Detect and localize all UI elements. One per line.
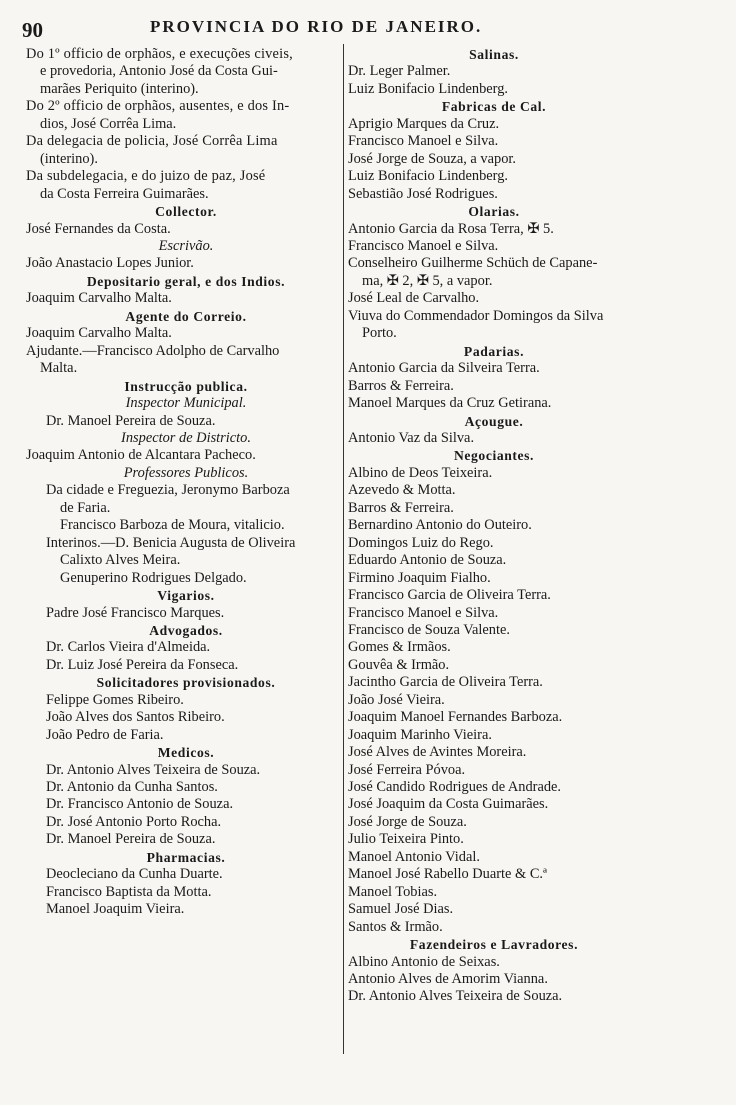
text-line: Joaquim Antonio de Alcantara Pacheco. — [26, 447, 256, 464]
text-line: Dr. Francisco Antonio de Souza. — [46, 796, 234, 813]
text-line: Joaquim Manoel Fernandes Barboza. — [348, 709, 563, 726]
text-line: Antonio Garcia da Rosa Terra, ✠ 5. — [348, 220, 554, 237]
text-line: Do 2º officio de orphãos, ausentes, e dos In- — [26, 98, 290, 115]
text-line: Dr. Manoel Pereira de Souza. — [46, 412, 216, 429]
text-line: José Candido Rodrigues de Andrade. — [348, 779, 562, 796]
text-line: José Fernandes da Costa. — [26, 220, 171, 237]
text-line: Azevedo & Motta. — [348, 482, 456, 499]
section-heading: Fabricas de Cal. — [441, 99, 547, 115]
text-line: e provedoria, Antonio José da Costa Gui- — [40, 63, 278, 80]
running-head: PROVINCIA DO RIO DE JANEIRO. — [150, 17, 483, 36]
text-line: Luiz Bonifacio Lindenberg. — [348, 168, 508, 185]
text-line: Malta. — [40, 360, 78, 377]
text-line: Domingos Luiz do Rego. — [348, 534, 494, 551]
text-line: Antonio Garcia da Silveira Terra. — [348, 360, 540, 377]
text-line: Antonio Alves de Amorim Vianna. — [348, 971, 548, 988]
section-heading: Advogados. — [149, 622, 223, 638]
text-line: Francisco Manoel e Silva. — [348, 237, 499, 254]
text-line: Interinos.—D. Benicia Augusta de Oliveira — [46, 534, 296, 551]
text-line: Do 1º officio de orphãos, e execuções civeis, — [26, 46, 293, 62]
text-line: Dr. Antonio Alves Teixeira de Souza. — [46, 761, 261, 778]
text-line: Antonio Vaz da Silva. — [348, 429, 475, 446]
text-line: Barros & Ferreira. — [348, 377, 454, 394]
text-line: marães Periquito (interino). — [40, 80, 199, 97]
text-line: Albino de Deos Teixeira. — [348, 464, 493, 481]
text-line: José Ferreira Póvoa. — [348, 761, 466, 778]
text-line: Eduardo Antonio de Souza. — [348, 552, 507, 569]
text-line: Da cidade e Freguezia, Jeronymo Barboza — [46, 482, 290, 499]
text-line: Bernardino Antonio do Outeiro. — [348, 517, 532, 534]
text-line: Dr. Antonio da Cunha Santos. — [46, 779, 218, 796]
section-heading: Olarias. — [468, 204, 520, 220]
text-line: Porto. — [362, 325, 397, 342]
text-line: Francisco de Souza Valente. — [348, 621, 510, 638]
text-line: Dr. Leger Palmer. — [348, 63, 451, 80]
text-line: Gouvêa & Irmão. — [348, 656, 450, 673]
text-line: Albino Antonio de Seixas. — [348, 953, 500, 970]
section-heading: Negociantes. — [453, 448, 535, 464]
sub-heading: Inspector Municipal. — [125, 395, 247, 412]
left-column — [26, 46, 346, 919]
text-line: Luiz Bonifacio Lindenberg. — [348, 80, 508, 97]
text-line: João Anastacio Lopes Junior. — [26, 255, 194, 272]
text-line: Dr. Manoel Pereira de Souza. — [46, 831, 216, 848]
page-number: 90 — [22, 18, 43, 42]
section-heading: Pharmacias. — [146, 849, 226, 865]
text-line: Padre José Francisco Marques. — [46, 604, 225, 621]
text-line: Da delegacia de policia, José Corrêa Lima — [26, 133, 278, 150]
text-line: Manoel José Rabello Duarte & C.ª — [348, 866, 548, 883]
text-line: José Jorge de Souza, a vapor. — [348, 150, 516, 167]
text-line: Da subdelegacia, e do juizo de paz, José — [26, 168, 266, 185]
section-heading: Fazendeiros e Lavradores. — [409, 937, 579, 953]
text-line: Santos & Irmão. — [348, 918, 443, 935]
text-line: Francisco Barboza de Moura, vitalicio. — [60, 517, 285, 534]
text-line: Calixto Alves Meira. — [60, 552, 181, 569]
text-line: João Alves dos Santos Ribeiro. — [46, 709, 225, 726]
text-line: Genuperino Rodrigues Delgado. — [60, 569, 247, 586]
text-line: da Costa Ferreira Guimarães. — [40, 185, 209, 202]
section-heading: Solicitadores provisionados. — [96, 675, 276, 691]
text-line: Ajudante.—Francisco Adolpho de Carvalho — [26, 342, 280, 359]
text-line: José Alves de Avintes Moreira. — [348, 744, 527, 761]
text-line: Dr. Luiz José Pereira da Fonseca. — [46, 656, 239, 673]
text-line: Aprigio Marques da Cruz. — [348, 115, 500, 132]
text-line: Joaquim Carvalho Malta. — [26, 325, 172, 342]
text-line: Viuva do Commendador Domingos da Silva — [348, 307, 604, 324]
text-line: José Jorge de Souza. — [348, 813, 467, 830]
text-line: Jacintho Garcia de Oliveira Terra. — [348, 674, 543, 691]
text-line: Joaquim Marinho Vieira. — [348, 726, 492, 743]
text-line: Francisco Garcia de Oliveira Terra. — [348, 587, 551, 604]
text-line: Manoel Marques da Cruz Getirana. — [348, 395, 552, 412]
text-line: José Joaquim da Costa Guimarães. — [348, 796, 549, 813]
right-column — [348, 46, 640, 1006]
section-heading: Medicos. — [157, 745, 215, 761]
text-line: Francisco Manoel e Silva. — [348, 604, 499, 621]
text-line: Dr. Antonio Alves Teixeira de Souza. — [348, 988, 563, 1005]
text-line: (interino). — [40, 150, 98, 167]
text-line: Deocleciano da Cunha Duarte. — [46, 866, 223, 883]
text-line: Joaquim Carvalho Malta. — [26, 290, 172, 307]
text-line: Barros & Ferreira. — [348, 499, 454, 516]
text-line: dios, José Corrêa Lima. — [40, 115, 177, 132]
section-heading: Agente do Correio. — [125, 308, 247, 324]
text-line: Francisco Manoel e Silva. — [348, 133, 499, 150]
text-line: Gomes & Irmãos. — [348, 639, 451, 656]
section-heading: Vigarios. — [157, 588, 215, 604]
text-line: Dr. Carlos Vieira d'Almeida. — [46, 639, 211, 656]
text-line: João José Vieira. — [348, 691, 445, 708]
section-heading: Collector. — [155, 204, 217, 220]
section-heading: Instrucção publica. — [124, 378, 248, 394]
text-line: Sebastião José Rodrigues. — [348, 185, 498, 202]
text-line: Julio Teixeira Pinto. — [348, 831, 464, 848]
text-line: Manoel Joaquim Vieira. — [46, 901, 185, 918]
section-heading: Salinas. — [469, 47, 519, 62]
text-line: Felippe Gomes Ribeiro. — [46, 691, 184, 708]
text-line: Conselheiro Guilherme Schüch de Capane- — [348, 255, 598, 272]
text-line: Dr. José Antonio Porto Rocha. — [46, 813, 222, 830]
section-heading: Depositario geral, e dos Indios. — [86, 273, 286, 289]
text-line: Samuel José Dias. — [348, 901, 454, 918]
text-line: Manoel Antonio Vidal. — [348, 848, 480, 865]
text-line: José Leal de Carvalho. — [348, 290, 480, 307]
section-heading: Padarias. — [463, 343, 525, 359]
section-heading: Açougue. — [464, 413, 524, 429]
sub-heading: Inspector de Districto. — [121, 429, 251, 446]
sub-heading: Professores Publicos. — [123, 464, 249, 481]
text-line: Francisco Baptista da Motta. — [46, 883, 212, 900]
text-line: Firmino Joaquim Fialho. — [348, 569, 491, 586]
text-line: de Faria. — [60, 499, 111, 516]
text-line: ma, ✠ 2, ✠ 5, a vapor. — [362, 272, 493, 289]
text-line: João Pedro de Faria. — [46, 726, 164, 743]
text-line: Manoel Tobias. — [348, 883, 438, 900]
sub-heading: Escrivão. — [158, 237, 214, 254]
